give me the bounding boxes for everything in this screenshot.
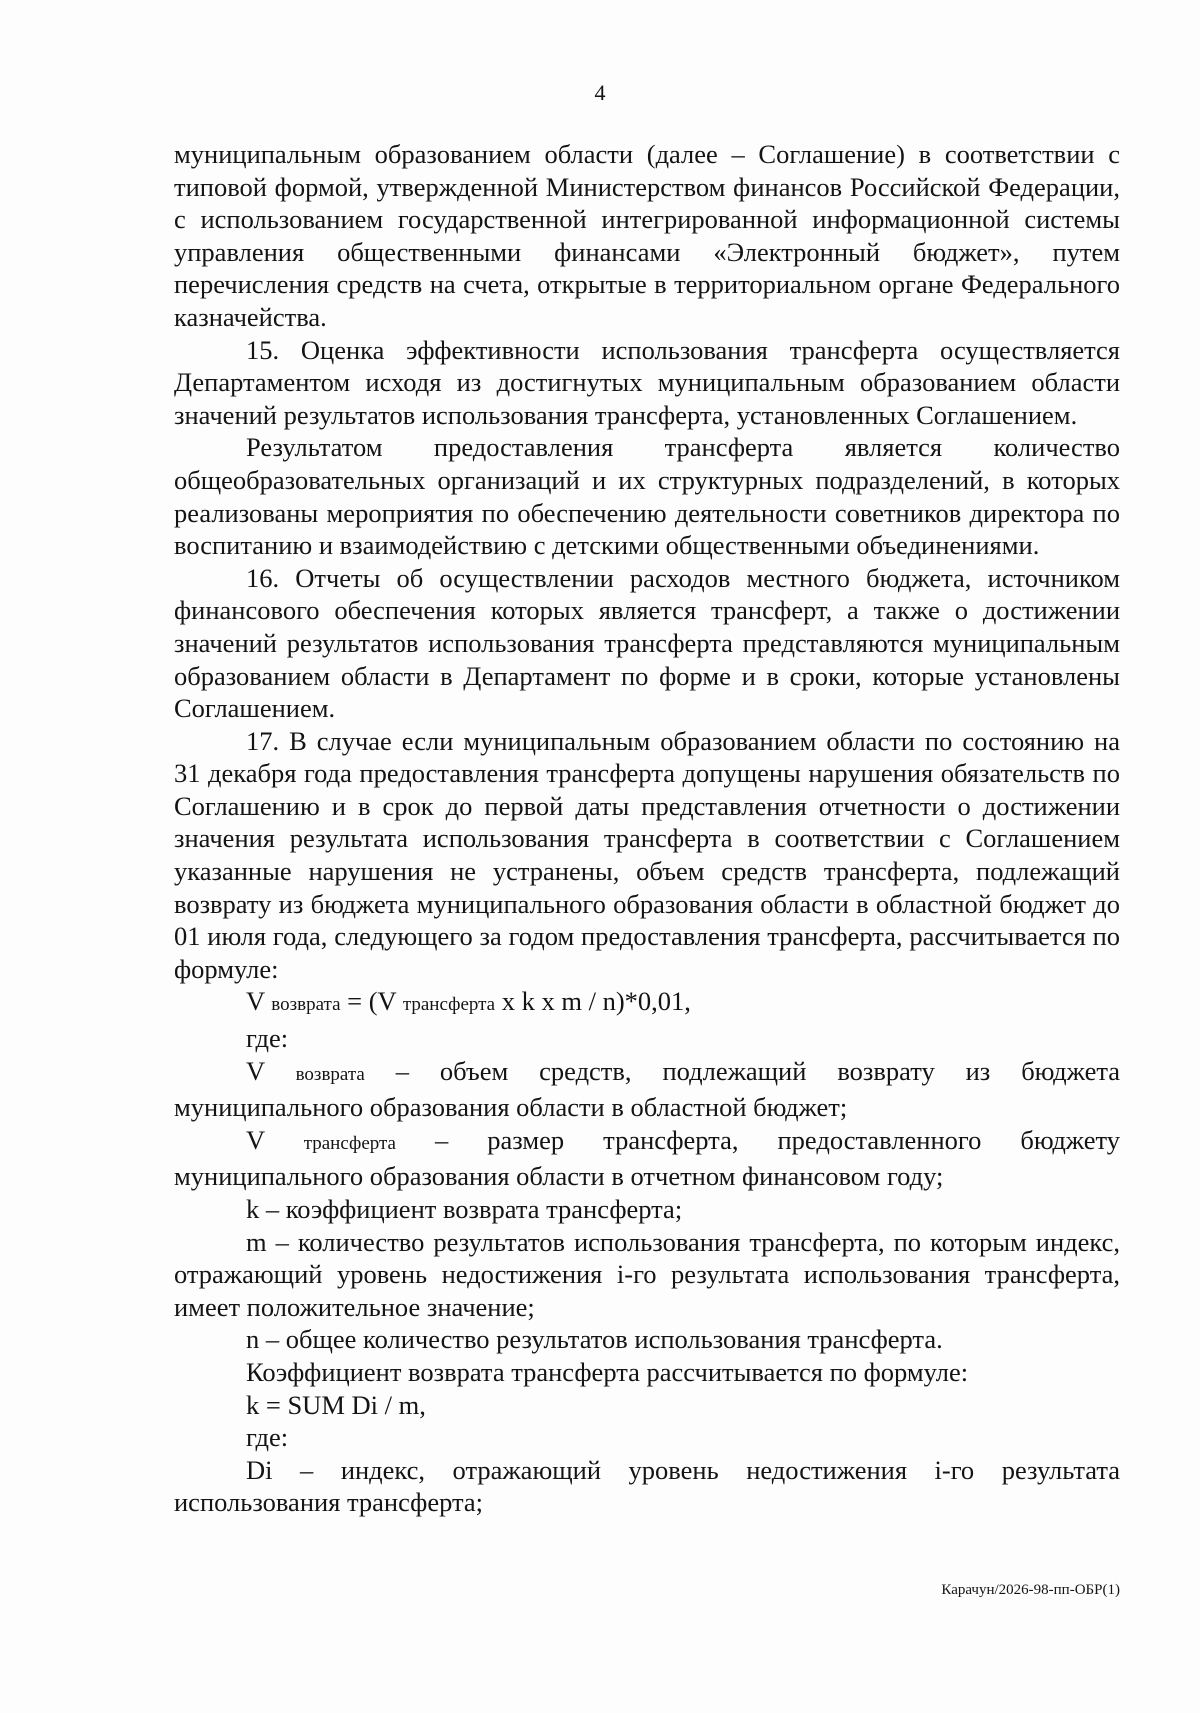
coefficient-intro: Коэффициент возврата трансферта рассчитывается по формуле: (246, 1356, 969, 1387)
def-v-symbol: V (246, 1055, 265, 1086)
formula-coefficient: k = SUM Di / m, (246, 1389, 426, 1420)
definition-di: Di – индекс, отражающий уровень недостижения i-го результата использования трансферта; (174, 1454, 1120, 1518)
formula-tail: x k x m / n)*0,01, (495, 986, 691, 1017)
formula-eq: = (V (340, 986, 403, 1017)
where-label-1: где: (246, 1023, 289, 1054)
paragraph-17: 17. В случае если муниципальным образованием области по состоянию на 31 декабря года предоставления трансферта допущены нарушения обязательств по Соглашению и в срок до первой даты представления отчетности о достижении значения результата использования трансферта в соответствии с Соглашением указанные нарушения не устранены, объем средств трансферта, подлежащий возврату из бюджета муниципального образования области в областной бюджет до 01 июля года, следующего за годом предоставления трансферта, рассчитывается по формуле: (174, 725, 1120, 984)
definition-v-transfer (174, 1124, 1120, 1193)
where-label-2: где: (246, 1422, 289, 1453)
paragraph-result: Результатом предоставления трансферта является количество общеобразовательных организаций и их структурных подразделений, в которых реализованы мероприятия по обеспечению деятельности советников директора по воспитанию и взаимодействию с детскими общественными объединениями. (174, 432, 1120, 561)
def-v-return-text: – объем средств, подлежащий возврату из бюджета муниципального образования области в областной бюджет; (174, 1055, 1121, 1123)
def-v-return-sub: возврата (295, 1063, 365, 1085)
definition-k: k – коэффициент возврата трансферта; (246, 1194, 683, 1224)
paragraph-continuation: муниципальным образованием области (далее – Соглашение) в соответствии с типовой формой, утвержденной Министерством финансов Российской Федерации, с использованием государственной интегрированной информационной системы управления общественными финансами «Электронный бюджет», путем перечисления средств на счета, открытые в территориальном органе Федерального казначейства. (174, 139, 1120, 332)
definition-n: n – общее количество результатов использования трансферта. (246, 1324, 943, 1355)
formula-sub-return: возврата (271, 994, 341, 1016)
definition-v-return (174, 1055, 1120, 1124)
document-body (174, 138, 1120, 1519)
paragraph-15: 15. Оценка эффективности использования трансферта осуществляется Департаментом исходя из достигнутых муниципальным образованием области значений результатов использования трансферта, установленных Соглашением. (174, 334, 1120, 430)
page-number: 4 (594, 80, 606, 105)
formula-return (174, 985, 1120, 1022)
def-v-symbol: V (246, 1124, 265, 1155)
document-code: Карачун/2026-98-пп-ОБР(1) (941, 1582, 1120, 1598)
def-v-transfer-text: – размер трансферта, предоставленного бюджету муниципального образования области в отчетном финансовом году; (174, 1124, 1121, 1192)
def-v-transfer-sub: трансферта (303, 1132, 396, 1154)
paragraph-16: 16. Отчеты об осуществлении расходов местного бюджета, источником финансового обеспечения которых является трансферт, а также о достижении значений результатов использования трансферта представляются муниципальным образованием области в Департамент по форме и в сроки, которые установлены Соглашением. (174, 562, 1120, 724)
formula-v: V (246, 986, 265, 1017)
formula-sub-transfer: трансферта (402, 994, 496, 1016)
definition-m: m – количество результатов использования трансферта, по которым индекс, отражающий уровень недостижения i-го результата использования трансферта, имеет положительное значение; (174, 1226, 1120, 1322)
